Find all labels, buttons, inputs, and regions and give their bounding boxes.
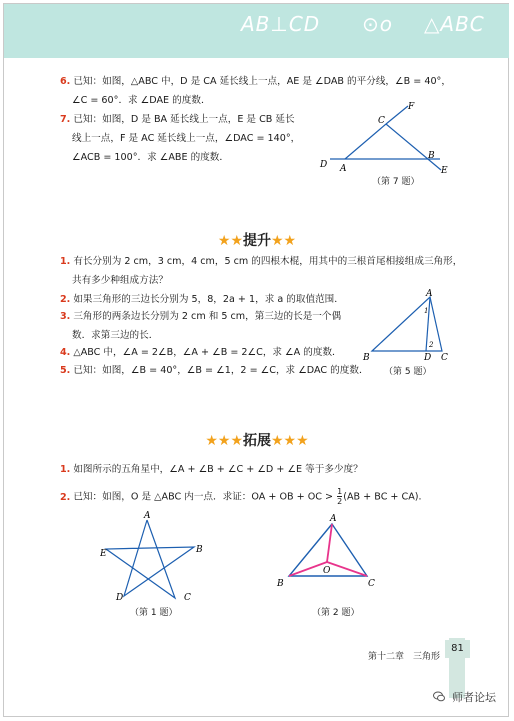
fraction-numerator: 1 [337, 487, 343, 496]
problem-text: 已知：如图，△ABC 中，D 是 CA 延长线上一点，AE 是 ∠DAB 的平分线，∠B = 40°， [73, 76, 451, 87]
problem-text: 如图所示的五角星中，∠A + ∠B + ∠C + ∠D + ∠E 等于多少度？ [73, 464, 363, 475]
tisheng-problem-5 [60, 361, 370, 380]
tuozhan-problem-2 [60, 487, 480, 507]
wechat-icon [433, 691, 445, 702]
problem-text: 如果三角形的三边长分别为 5，8，2a + 1，求 a 的取值范围． [73, 294, 344, 305]
figure-5 [360, 285, 460, 365]
banner-decoration-triangle: △ABC [424, 12, 485, 36]
problem-text: △ABC 中，∠A = 2∠B，∠A + ∠B = 2∠C，求 ∠A 的度数． [73, 347, 342, 358]
problem-text: ∠C = 60°．求 ∠DAE 的度数． [72, 95, 211, 106]
problem-text: 已知：如图，D 是 BA 延长线上一点，E 是 CB 延长 [73, 114, 295, 125]
problem-number: 7. [60, 114, 71, 125]
header-banner [4, 4, 509, 58]
angle-label-2: 2 [429, 341, 434, 349]
label-A: A [144, 511, 151, 521]
label-D: D [116, 593, 124, 600]
fraction-denominator: 2 [337, 497, 343, 506]
problem-number: 1. [60, 464, 71, 475]
problem-number: 1. [60, 256, 71, 267]
label-A: A [426, 289, 433, 299]
label-D: D [320, 160, 328, 170]
problem-text: 线上一点，F 是 AC 延长线上一点，∠DAC = 140°， [72, 133, 301, 144]
problem-number: 6. [60, 76, 71, 87]
label-O: O [323, 566, 331, 576]
watermark-text: 师者论坛 [452, 691, 496, 704]
section-title-tisheng [0, 230, 514, 250]
section-title-tuozhan [0, 430, 514, 450]
problem-text: 共有多少种组成方法？ [72, 275, 168, 286]
label-A: A [340, 164, 347, 174]
problem-text: (AB + BC + CA)． [343, 491, 429, 503]
angle-label-1: 1 [424, 307, 429, 315]
tuozhan-problem-1 [60, 460, 470, 479]
figure-1-caption: （第 1 题） [130, 608, 178, 618]
label-E: E [100, 549, 107, 559]
label-C: C [378, 116, 385, 126]
label-B: B [428, 151, 435, 161]
problem-number: 3. [60, 311, 71, 322]
label-A: A [330, 514, 337, 524]
label-C: C [184, 593, 191, 600]
problem-text: 三角形的两条边长分别为 2 cm 和 5 cm，第三边的长是一个偶 [73, 311, 342, 322]
label-C: C [368, 579, 375, 589]
problem-number: 5. [60, 365, 71, 376]
problem-number: 2. [60, 491, 71, 503]
figure-1-pentagram [100, 510, 220, 600]
label-B: B [363, 353, 370, 363]
figure-2-triangle [275, 512, 385, 592]
problem-text: 数．求第三边的长． [72, 330, 159, 341]
label-E: E [441, 166, 448, 176]
section-title-text: 提升 [243, 233, 271, 249]
tisheng-problem-4 [60, 343, 370, 362]
star-icon: ★★ [217, 233, 243, 249]
label-B: B [196, 545, 203, 555]
banner-decoration-circle: ⊙o [362, 12, 393, 36]
star-icon: ★★★ [271, 433, 309, 449]
problem-number: 4. [60, 347, 71, 358]
problem-text: ∠ACB = 100°．求 ∠ABE 的度数． [72, 152, 229, 163]
figure-5-caption: （第 5 题） [384, 367, 432, 377]
star-icon: ★★★ [205, 433, 243, 449]
label-C: C [441, 353, 448, 363]
problem-number: 2. [60, 294, 71, 305]
label-B: B [277, 579, 284, 589]
label-D: D [424, 353, 432, 363]
figure-7-caption: （第 7 题） [372, 177, 420, 187]
problem-text: 已知：如图，O 是 △ABC 内一点．求证：OA + OB + OC > [73, 491, 334, 503]
tisheng-problem-3 [60, 307, 360, 345]
problem-text: 已知：如图，∠B = 40°，∠B = ∠1，2 = ∠C，求 ∠DAC 的度数． [73, 365, 369, 376]
section-title-text: 拓展 [243, 433, 271, 449]
label-F: F [408, 102, 415, 112]
page-number: 81 [445, 640, 470, 658]
fraction-one-half [337, 487, 342, 506]
problem-7 [60, 110, 320, 167]
banner-decoration-perpendicular: AB⊥CD [241, 12, 321, 36]
star-icon: ★★ [271, 233, 297, 249]
chapter-footer: 第十二章 三角形 [368, 652, 441, 662]
problem-text: 有长分别为 2 cm，3 cm，4 cm，5 cm 的四根木棍，用其中的三根首尾相接组成三角形， [73, 256, 463, 267]
figure-2-caption: （第 2 题） [312, 608, 360, 618]
